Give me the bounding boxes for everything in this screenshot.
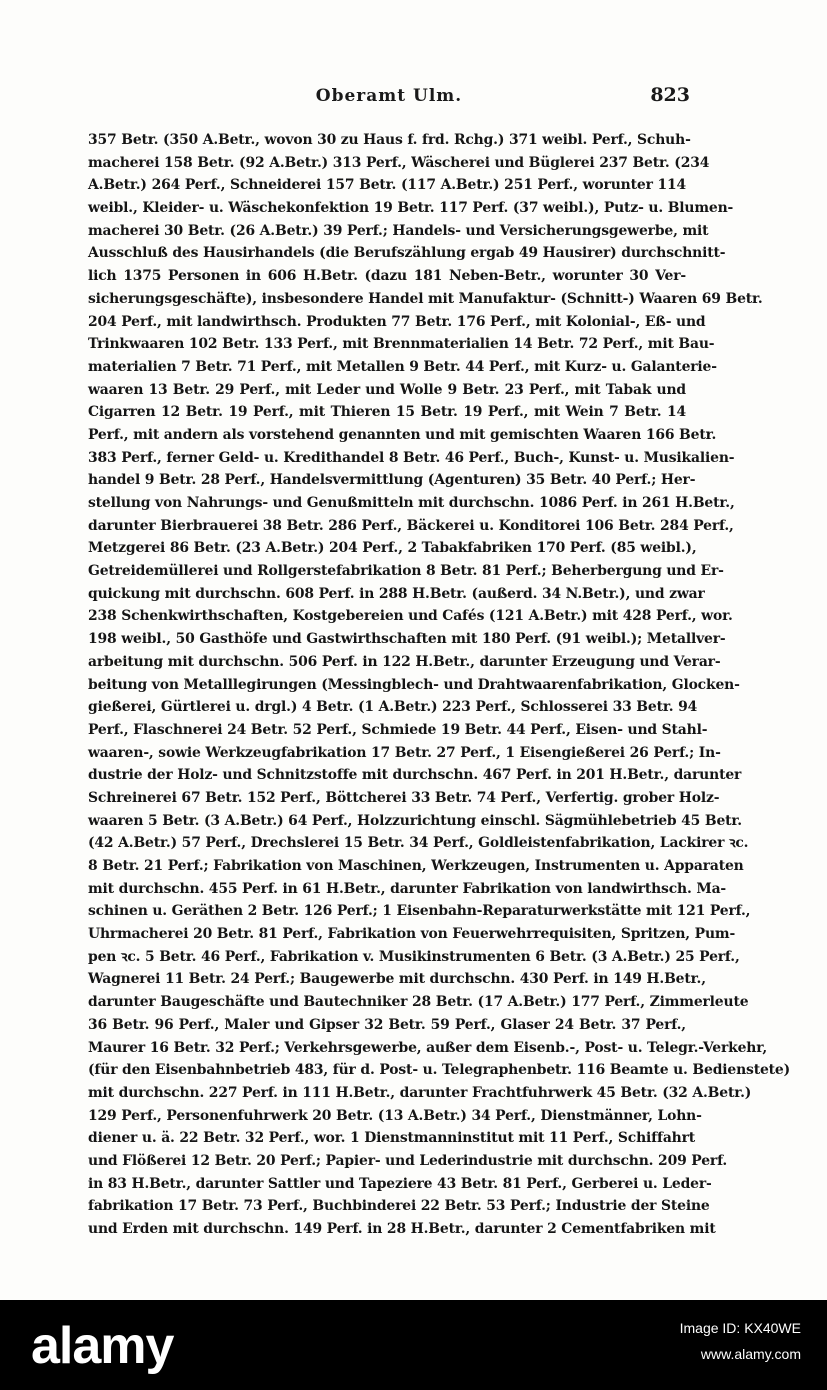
- text-line: macherei 30 Betr. (26 A.Betr.) 39 Perf.; Handels- und Versicherungsgewerbe, mit: [88, 222, 709, 239]
- text-line: in 83 H.Betr., darunter Sattler und Tapeziere 43 Betr. 81 Perf., Gerberei u. Leder-: [88, 1175, 712, 1192]
- text-line: stellung von Nahrungs- und Genußmitteln mit durchschn. 1086 Perf. in 261 H.Betr.,: [88, 495, 735, 511]
- text-line: darunter Baugeschäfte und Bautechniker 28 Betr. (17 A.Betr.) 177 Perf., Zimmerleute: [88, 994, 749, 1011]
- text-line: 238 Schenkwirthschaften, Kostgebereien und Cafés (121 A.Betr.) mit 428 Perf., wor.: [88, 608, 733, 625]
- text-line: (für den Eisenbahnbetrieb 483, für d. Post- u. Telegraphenbetr. 116 Beamte u. Bedienstete): [88, 1062, 791, 1079]
- image-id-text: Image ID: KX40WE: [679, 1320, 801, 1336]
- text-line: Uhrmacherei 20 Betr. 81 Perf., Fabrikation von Feuerwehrrequisiten, Spritzen, Pum-: [88, 926, 736, 943]
- text-line: Maurer 16 Betr. 32 Perf.; Verkehrsgewerbe, außer dem Eisenb.-, Post- u. Telegr.-Verkehr,: [88, 1039, 768, 1056]
- text-line: 198 weibl., 50 Gasthöfe und Gastwirthschaften mit 180 Perf. (91 weibl.); Metallver-: [88, 631, 726, 648]
- text-line: pen ꝛc. 5 Betr. 46 Perf., Fabrikation v. Musikinstrumenten 6 Betr. (3 A.Betr.) 25 Perf.,: [88, 948, 740, 965]
- text-line: sicherungsgeschäfte), insbesondere Handel mit Manufaktur- (Schnitt-) Waaren 69 Betr.: [88, 290, 763, 307]
- text-line: und Flößerei 12 Betr. 20 Perf.; Papier- und Lederindustrie mit durchschn. 209 Perf.: [88, 1152, 728, 1169]
- text-line: und Erden mit durchschn. 149 Perf. in 28 H.Betr., darunter 2 Cementfabriken mit: [88, 1221, 716, 1237]
- text-line: 8 Betr. 21 Perf.; Fabrikation von Maschinen, Werkzeugen, Instrumenten u. Apparaten: [88, 858, 744, 874]
- text-line: weibl., Kleider- u. Wäschekonfektion 19 Betr. 117 Perf. (37 weibl.), Putz- u. Blumen-: [88, 200, 734, 217]
- text-line: gießerei, Gürtlerei u. drgl.) 4 Betr. (1 A.Betr.) 223 Perf., Schlosserei 33 Betr. 94: [88, 699, 698, 716]
- text-line: Perf., mit andern als vorstehend genannten und mit gemischten Waaren 166 Betr.: [88, 426, 717, 443]
- text-line: beitung von Metalllegirungen (Messingblech- und Drahtwaarenfabrikation, Glocken-: [88, 676, 740, 693]
- body-text: [88, 129, 791, 1241]
- text-line: handel 9 Betr. 28 Perf., Handelsvermittlung (Agenturen) 35 Betr. 40 Perf.; Her-: [88, 472, 696, 489]
- alamy-logo: alamy: [31, 1317, 174, 1375]
- text-line: 383 Perf., ferner Geld- u. Kredithandel 8 Betr. 46 Perf., Buch-, Kunst- u. Musikalien-: [88, 449, 735, 466]
- site-url-text: www.alamy.com: [700, 1346, 801, 1362]
- text-line: waaren 5 Betr. (3 A.Betr.) 64 Perf., Holzzurichtung einschl. Sägmühlebetrieb 45 Betr.: [88, 812, 742, 829]
- text-line: waaren 13 Betr. 29 Perf., mit Leder und Wolle 9 Betr. 23 Perf., mit Tabak und: [88, 381, 686, 398]
- text-line: Metzgerei 86 Betr. (23 A.Betr.) 204 Perf., 2 Tabakfabriken 170 Perf. (85 weibl.),: [88, 540, 697, 557]
- text-line: darunter Bierbrauerei 38 Betr. 286 Perf., Bäckerei u. Konditorei 106 Betr. 284 Perf.,: [88, 517, 734, 534]
- text-line: schinen u. Geräthen 2 Betr. 126 Perf.; 1 Eisenbahn-Reparaturwerkstätte mit 121 Perf.,: [88, 903, 751, 920]
- running-title: Oberamt Ulm.: [315, 86, 463, 106]
- text-line: Cigarren 12 Betr. 19 Perf., mit Thieren 15 Betr. 19 Perf., mit Wein 7 Betr. 14: [88, 404, 686, 421]
- text-line: dustrie der Holz- und Schnitzstoffe mit durchschn. 467 Perf. in 201 H.Betr., darunter: [88, 767, 742, 784]
- text-line: Getreidemüllerei und Rollgerstefabrikation 8 Betr. 81 Perf.; Beherbergung und Er-: [88, 563, 724, 580]
- text-line: fabrikation 17 Betr. 73 Perf., Buchbinderei 22 Betr. 53 Perf.; Industrie der Steine: [88, 1198, 710, 1215]
- text-line: (42 A.Betr.) 57 Perf., Drechslerei 15 Betr. 34 Perf., Goldleistenfabrikation, Lackirer ꝛc.: [88, 835, 749, 852]
- text-line: Perf., Flaschnerei 24 Betr. 52 Perf., Schmiede 19 Betr. 44 Perf., Eisen- und Stahl-: [88, 721, 708, 738]
- text-line: mit durchschn. 455 Perf. in 61 H.Betr., darunter Fabrikation von landwirthsch. Ma-: [88, 880, 727, 897]
- text-line: quickung mit durchschn. 608 Perf. in 288 H.Betr. (außerd. 34 N.Betr.), und zwar: [88, 585, 705, 602]
- text-line: A.Betr.) 264 Perf., Schneiderei 157 Betr. (117 A.Betr.) 251 Perf., worunter 114: [88, 177, 686, 194]
- text-line: arbeitung mit durchschn. 506 Perf. in 122 H.Betr., darunter Erzeugung und Verar-: [88, 653, 721, 670]
- text-line: mit durchschn. 227 Perf. in 111 H.Betr., darunter Frachtfuhrwerk 45 Betr. (32 A.Betr.): [88, 1084, 752, 1101]
- text-line: 36 Betr. 96 Perf., Maler und Gipser 32 Betr. 59 Perf., Glaser 24 Betr. 37 Perf.,: [88, 1016, 686, 1033]
- text-line: 129 Perf., Personenfuhrwerk 20 Betr. (13 A.Betr.) 34 Perf., Dienstmänner, Lohn-: [88, 1107, 702, 1124]
- text-line: 204 Perf., mit landwirthsch. Produkten 77 Betr. 176 Perf., mit Kolonial-, Eß- und: [88, 313, 706, 330]
- page-number: 823: [650, 84, 690, 106]
- text-line: waaren-, sowie Werkzeugfabrikation 17 Betr. 27 Perf., 1 Eisengießerei 26 Perf.; In-: [88, 744, 721, 761]
- text-line: Trinkwaaren 102 Betr. 133 Perf., mit Brennmaterialien 14 Betr. 72 Perf., mit Bau-: [88, 336, 715, 353]
- text-line: diener u. ä. 22 Betr. 32 Perf., wor. 1 Dienstmanninstitut mit 11 Perf., Schiffahrt: [88, 1130, 696, 1147]
- page-header: [88, 86, 690, 112]
- text-line: macherei 158 Betr. (92 A.Betr.) 313 Perf., Wäscherei und Büglerei 237 Betr. (234: [88, 154, 710, 171]
- text-line: lich 1375 Personen in 606 H.Betr. (dazu 181 Neben-Betr., worunter 30 Ver-: [88, 268, 686, 285]
- text-line: Ausschluß des Hausirhandels (die Berufszählung ergab 49 Hausirer) durchschnitt-: [88, 245, 726, 262]
- text-line: Schreinerei 67 Betr. 152 Perf., Böttcherei 33 Betr. 74 Perf., Verfertig. grober Holz-: [88, 789, 720, 806]
- text-line: Wagnerei 11 Betr. 24 Perf.; Baugewerbe mit durchschn. 430 Perf. in 149 H.Betr.,: [88, 971, 706, 988]
- text-line: materialien 7 Betr. 71 Perf., mit Metallen 9 Betr. 44 Perf., mit Kurz- u. Galanterie-: [88, 358, 717, 375]
- text-line: 357 Betr. (350 A.Betr., wovon 30 zu Haus f. frd. Rchg.) 371 weibl. Perf., Schuh-: [88, 132, 691, 148]
